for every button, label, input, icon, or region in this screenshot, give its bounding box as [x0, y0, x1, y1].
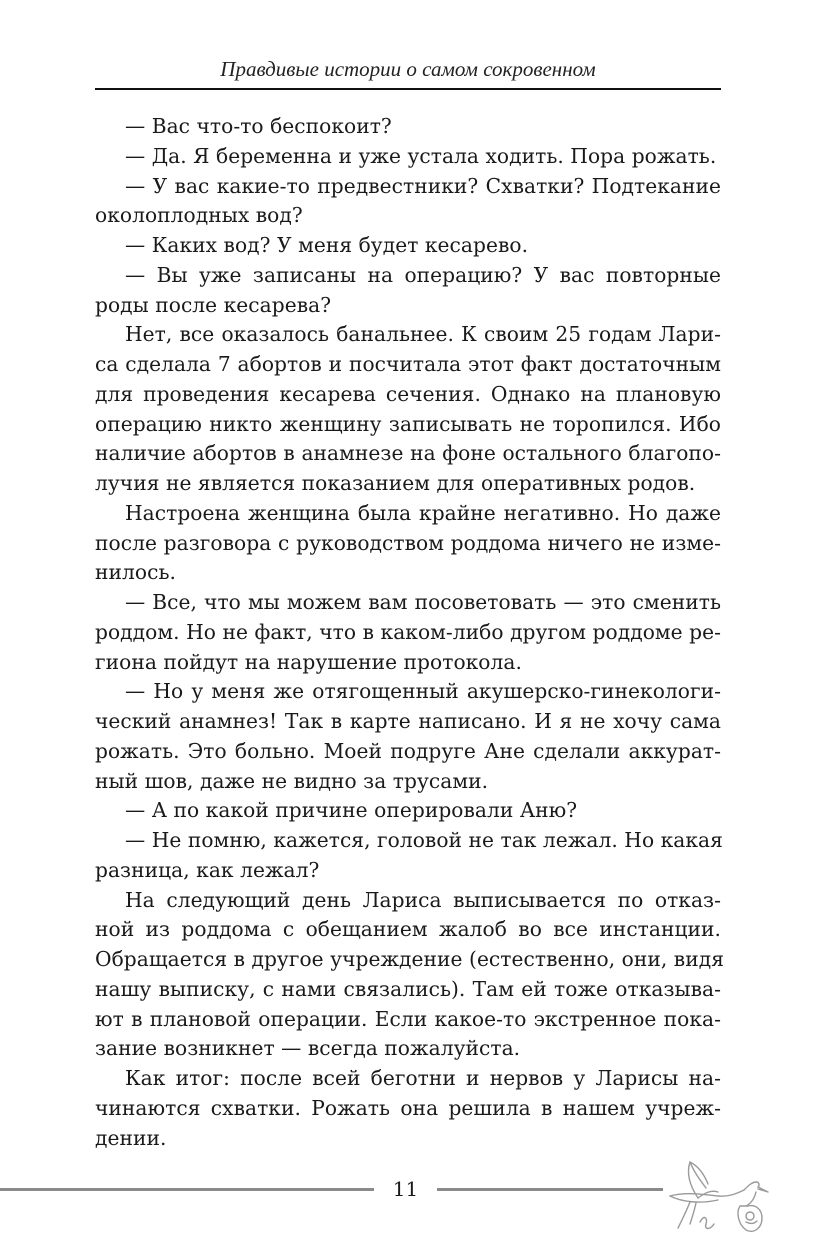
- text-line: рожать. Это больно. Моей подруге Ане сделали аккурат-: [95, 738, 721, 763]
- text-line: разница, как лежал?: [95, 857, 320, 882]
- text-line: — А по какой причине оперировали Аню?: [125, 798, 578, 823]
- text-line: Нет, все оказалось банальнее. К своим 25 годам Лари-: [125, 322, 721, 347]
- text-line: операцию никто женщину записывать не торопился. Ибо: [95, 411, 721, 436]
- text-line: — Вы уже записаны на операцию? У вас повторные: [125, 262, 721, 287]
- text-line: зание возникнет — всегда пожалуйста.: [95, 1036, 521, 1061]
- text-line: нашу выписку, с нами связались). Там ей тоже отказыва-: [95, 976, 721, 1001]
- text-line: ный шов, даже не видно за трусами.: [95, 768, 489, 793]
- text-line: для проведения кесарева сечения. Однако на плановую: [95, 381, 721, 406]
- running-header-title: Правдивые истории о самом сокровенном: [220, 57, 596, 81]
- text-line: гиона пойдут на нарушение протокола.: [95, 649, 522, 674]
- text-line: На следующий день Лариса выписывается по отказ-: [125, 887, 721, 912]
- text-line: роддом. Но не факт, что в каком-либо другом роддоме ре-: [95, 619, 721, 644]
- text-line: — Каких вод? У меня будет кесарево.: [125, 233, 529, 257]
- text-line: после разговора с руководством роддома ничего не изме-: [95, 530, 721, 555]
- footer-rule-right: [437, 1188, 663, 1191]
- text-line: Настроена женщина была крайне негативно. Но даже: [125, 500, 721, 525]
- text-line: — Да. Я беременна и уже устала ходить. Пора рожать.: [125, 143, 717, 168]
- text-line: ческий анамнез! Так в карте написано. И я не хочу сама: [95, 709, 721, 733]
- text-line: роды после кесарева?: [95, 292, 332, 317]
- footer-rule-left: [0, 1188, 374, 1191]
- text-line: — Все, что мы можем вам посоветовать — это сменить: [125, 590, 721, 614]
- text-line: околоплодных вод?: [95, 203, 303, 228]
- running-header: [95, 52, 721, 90]
- text-line: Обращается в другое учреждение (естественно, они, видя: [95, 947, 724, 971]
- text-line: са сделала 7 абортов и посчитала этот факт достаточным: [95, 352, 721, 376]
- text-line: нилось.: [95, 560, 176, 585]
- text-line: ют в плановой операции. Если какое-то экстренное пока-: [95, 1006, 721, 1031]
- text-line: лучия не является показанием для оперативных родов.: [95, 471, 696, 495]
- text-line: — Но у меня же отягощенный акушерско-гинекологи-: [125, 679, 721, 704]
- page-number: 11: [392, 1177, 419, 1201]
- text-line: — Не помню, кажется, головой не так лежал. Но какая: [125, 828, 723, 852]
- stork-icon: [660, 1152, 770, 1244]
- text-line: ной из роддома с обещанием жалоб во все инстанции.: [95, 917, 721, 942]
- text-line: — У вас какие-то предвестники? Схватки? Подтекание: [125, 173, 721, 198]
- text-line: наличие абортов в анамнезе на фоне остального благопо-: [95, 441, 721, 466]
- text-line: Как итог: после всей беготни и нервов у Ларисы на-: [125, 1066, 721, 1090]
- body-text: [95, 112, 724, 1153]
- text-line: — Вас что-то беспокоит?: [125, 114, 392, 138]
- text-line: чинаются схватки. Рожать она решила в нашем учреж-: [95, 1095, 721, 1120]
- text-line: дении.: [95, 1125, 167, 1150]
